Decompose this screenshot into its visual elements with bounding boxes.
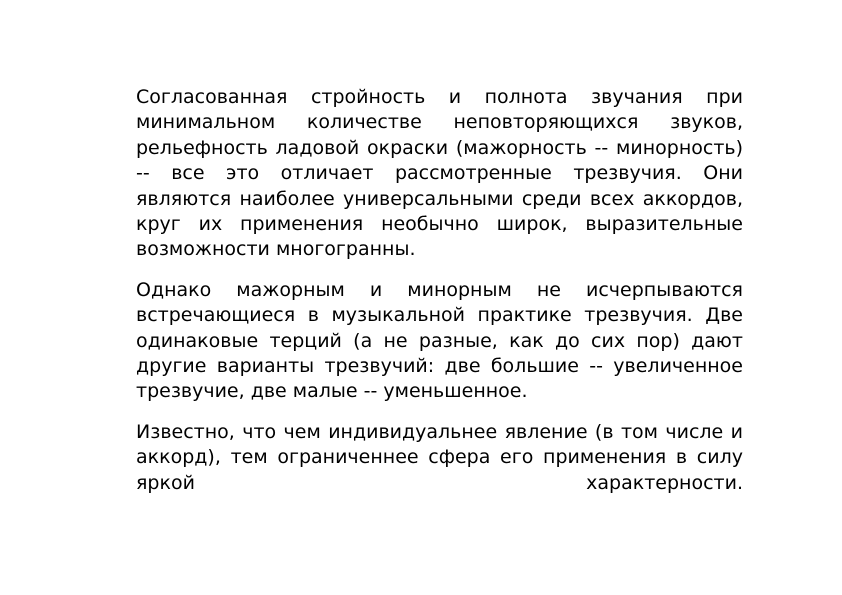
slide-text-body <box>136 85 743 496</box>
paragraph-2: Однако мажорным и минорным не исчерпываются встречающиеся в музыкальной практике трезвучия. Две одинаковые терций (а не разные, как до сих пор) дают другие варианты трезвучий: две большие -- увеличенное трезвучие, две малые -- уменьшенное. <box>136 278 743 403</box>
paragraph-1: Согласованная стройность и полнота звучания при минимальном количестве неповторяющихся звуков, рельефность ладовой окраски (мажорность -- минорность) -- все это отличает рассмотренные трезвучия. Они являются наиболее универсальными среди всех аккордов, круг их применения необычно широк, выразительные возможности многогранны. <box>136 86 743 261</box>
paragraph-3: Известно, что чем индивидуальнее явление (в том числе и аккорд), тем ограниченнее сфера его применения в силу яркой характерности. <box>136 420 743 494</box>
